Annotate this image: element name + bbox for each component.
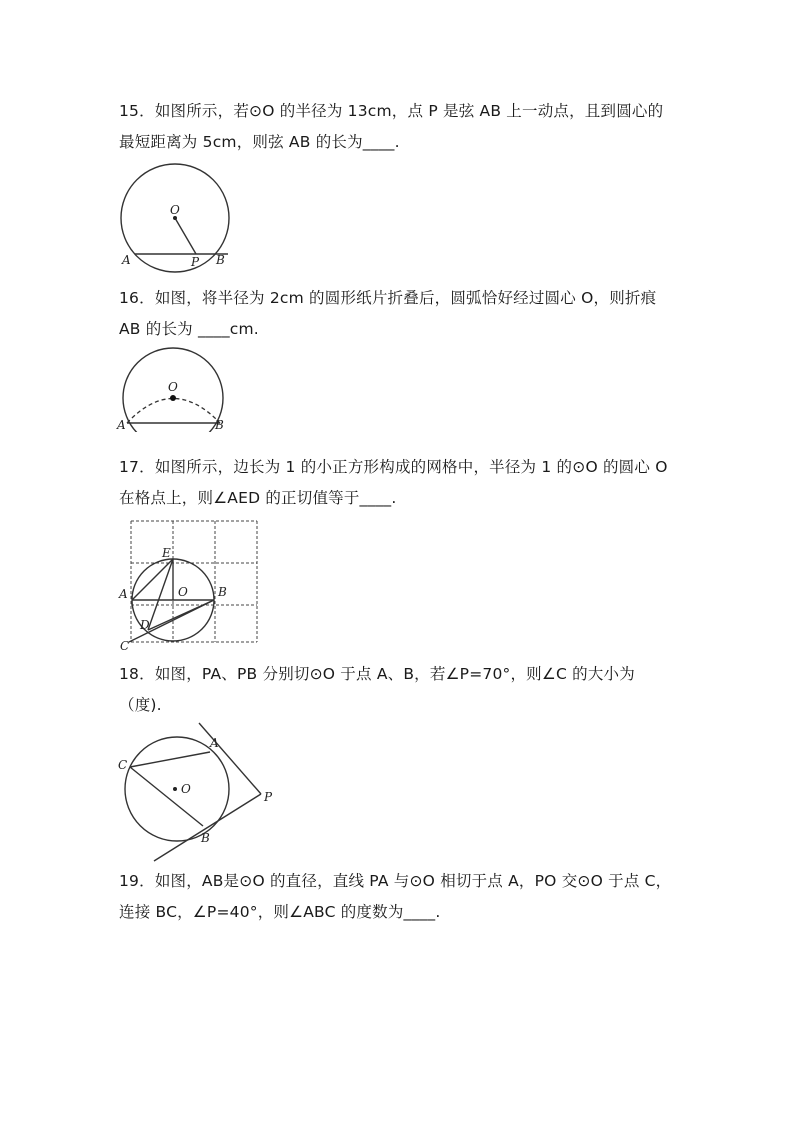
label-o: O	[170, 203, 180, 217]
segment-op	[175, 218, 196, 254]
question-18-text: 18．如图，PA、PB 分别切⊙O 于点 A、B，若∠P=70°，则∠C 的大小为（度).	[119, 665, 635, 714]
question-17-text: 17．如图所示，边长为 1 的小正方形构成的网格中，半径为 1 的⊙O 的圆心 O 在格点上，则∠AED 的正切值等于____.	[119, 458, 668, 507]
label-a: A	[210, 736, 219, 750]
question-19-text: 19．如图，AB是⊙O 的直径，直线 PA 与⊙O 相切于点 A，PO 交⊙O 于点 C，连接 BC，∠P=40°，则∠ABC 的度数为____.	[119, 872, 672, 921]
label-c: C	[120, 639, 130, 653]
label-d: D	[140, 618, 150, 632]
label-e: E	[162, 546, 171, 560]
figure-17-grid-circle	[116, 516, 262, 654]
label-p: P	[264, 790, 273, 804]
center-dot	[173, 787, 177, 791]
tangent-pb	[154, 794, 261, 861]
question-16-text: 16．如图，将半径为 2cm 的圆形纸片折叠后，圆弧恰好经过圆心 O，则折痕 AB 的长为 ____cm.	[119, 289, 657, 338]
label-b: B	[216, 253, 225, 267]
center-dot	[170, 395, 176, 401]
label-a: A	[122, 253, 131, 267]
figure-16-folded-circle	[113, 346, 231, 432]
label-b: B	[215, 418, 224, 432]
label-b: B	[201, 831, 210, 845]
label-o: O	[181, 782, 191, 796]
label-a: A	[117, 418, 126, 432]
figure-15-circle-chord	[110, 162, 240, 274]
label-c: C	[118, 758, 128, 772]
label-o: O	[168, 380, 178, 394]
segment-cb	[130, 767, 203, 826]
label-b: B	[218, 585, 227, 599]
question-15-text: 15．如图所示，若⊙O 的半径为 13cm，点 P 是弦 AB 上一动点，且到圆心的最短距离为 5cm，则弦 AB 的长为____.	[119, 102, 664, 151]
label-a: A	[119, 587, 128, 601]
segment-ca	[130, 752, 210, 767]
segment-ed	[148, 559, 173, 630]
label-o: O	[178, 585, 188, 599]
figure-18-tangents	[114, 720, 280, 864]
folded-arc	[127, 399, 220, 424]
tangent-pa	[199, 723, 261, 794]
label-p: P	[191, 255, 200, 269]
